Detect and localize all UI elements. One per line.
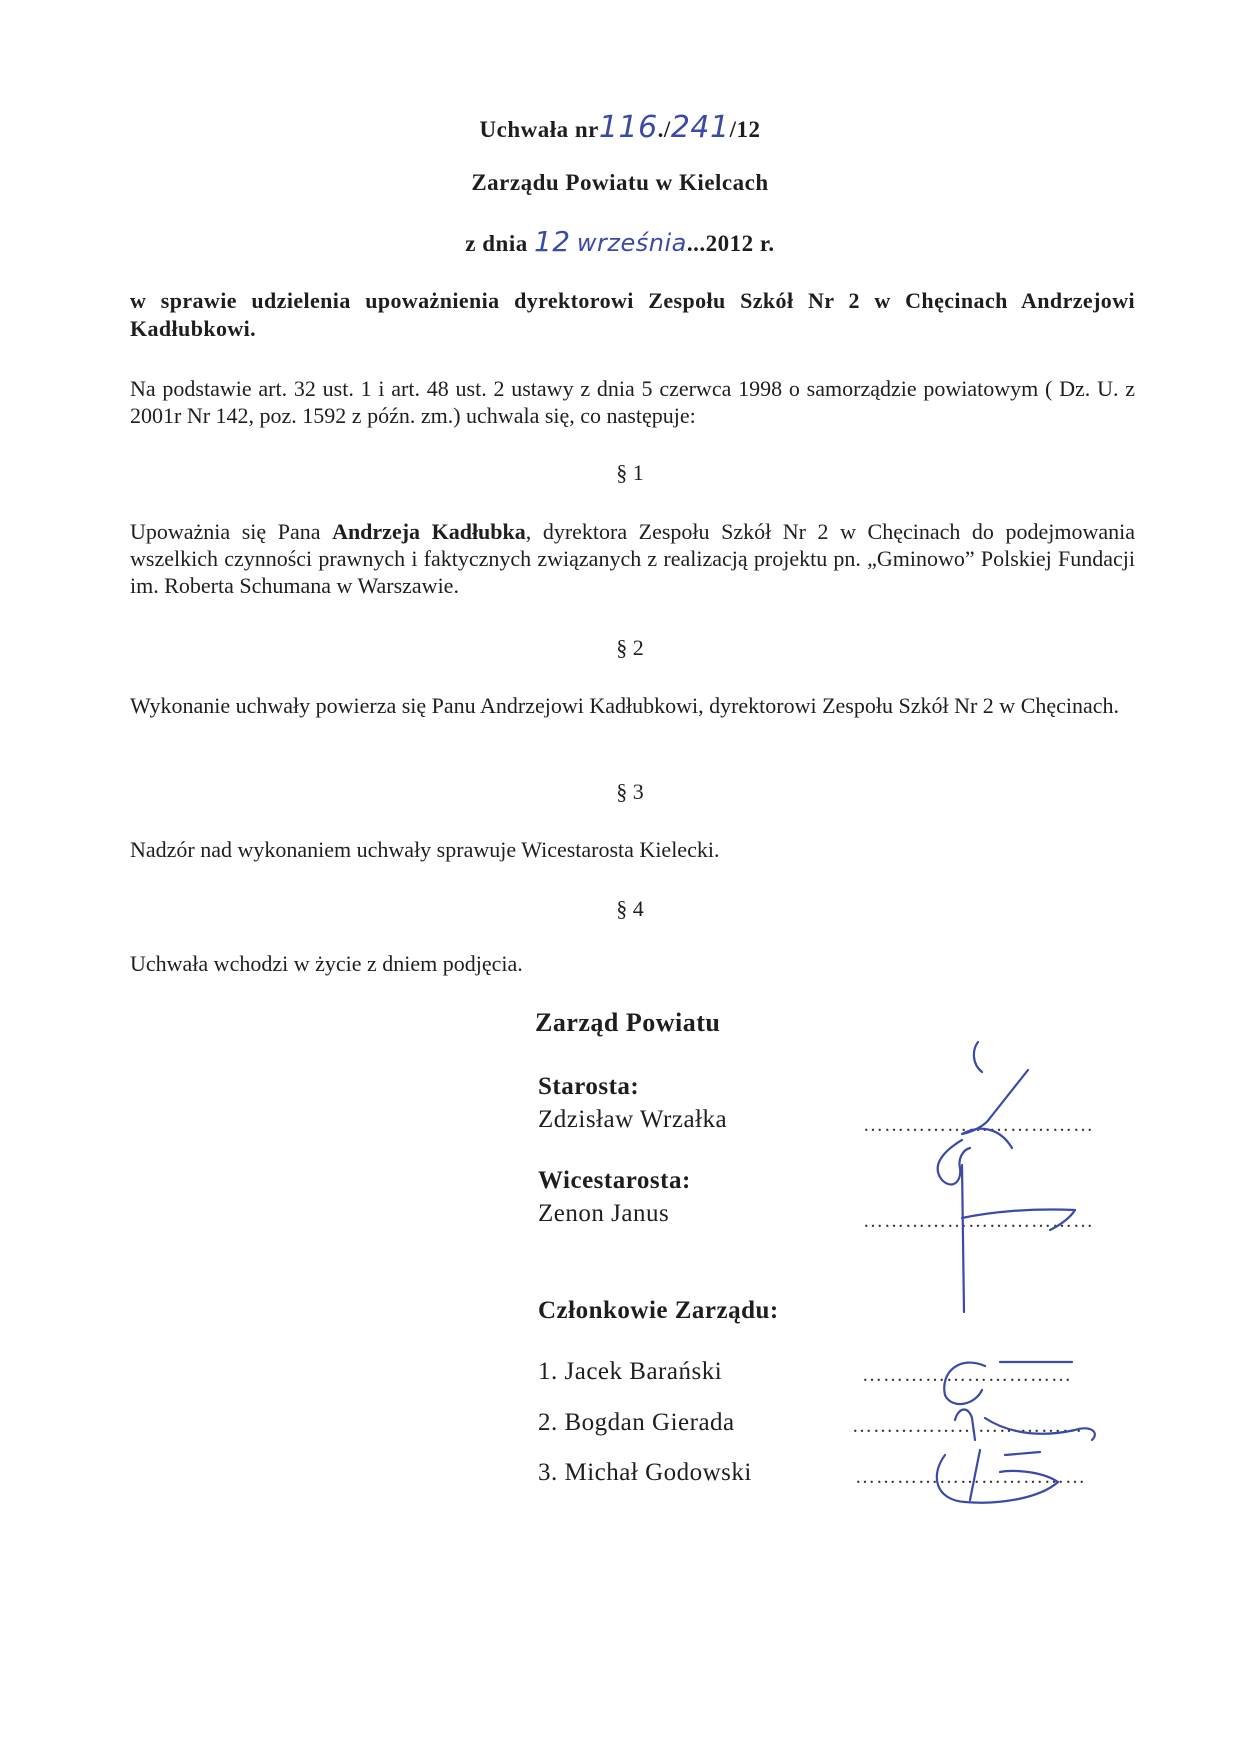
section-1-text-bold: Andrzeja Kadłubka — [332, 519, 526, 544]
member-3-signature-line: …………………………… — [855, 1466, 1086, 1488]
member-2-signature-line: …………………………… — [852, 1415, 1083, 1437]
member-3-name: 3. Michał Godowski — [538, 1459, 752, 1486]
members-label: Członkowie Zarządu: — [538, 1297, 779, 1324]
section-3-mark: § 3 — [616, 779, 644, 804]
section-1-text-before: Upoważnia się Pana — [130, 519, 333, 544]
date-suffix: ...2012 r. — [686, 231, 775, 256]
signatures-heading: Zarząd Powiatu — [535, 1008, 721, 1037]
section-2-mark: § 2 — [616, 635, 644, 660]
section-3-text: Nadzór nad wykonaniem uchwały sprawuje Wicestarosta Kielecki. — [130, 837, 720, 862]
resolution-subject: w sprawie udzielenia upoważnienia dyrektorowi Zespołu Szkół Nr 2 w Chęcinach Andrzejowi Kadłubkowi. — [130, 288, 1135, 341]
section-4-mark: § 4 — [616, 896, 644, 921]
section-1-text — [130, 518, 1135, 599]
handwritten-number-1: 116 — [598, 110, 658, 145]
handwritten-month: września — [576, 229, 687, 257]
resolution-title — [0, 110, 1240, 145]
wicestarosta-name: Zenon Janus — [538, 1200, 670, 1227]
member-1-signature-line: ………………………… — [862, 1364, 1072, 1386]
title-prefix: Uchwała nr — [479, 117, 599, 142]
starosta-signature-line: …………………………… — [863, 1114, 1094, 1136]
title-suffix: /12 — [729, 117, 761, 142]
handwritten-number-2: 241 — [670, 110, 730, 145]
section-4-text: Uchwała wchodzi w życie z dniem podjęcia. — [130, 951, 523, 976]
resolution-date — [0, 225, 1240, 258]
section-2-text: Wykonanie uchwały powierza się Panu Andrzejowi Kadłubkowi, dyrektorowi Zespołu Szkół Nr 2 w Chęcinach. — [130, 693, 1120, 718]
date-prefix: z dnia — [465, 231, 528, 256]
title-sep-1: . — [657, 117, 664, 142]
starosta-name: Zdzisław Wrzałka — [538, 1106, 728, 1133]
wicestarosta-label: Wicestarosta: — [538, 1167, 691, 1194]
title-sep-2: / — [663, 117, 671, 142]
wicestarosta-signature-line: …………………………… — [863, 1210, 1094, 1232]
member-2-name: 2. Bogdan Gierada — [538, 1409, 735, 1436]
legal-basis: Na podstawie art. 32 ust. 1 i art. 48 ust. 2 ustawy z dnia 5 czerwca 1998 o samorządzie powiatowym ( Dz. U. z 2001r Nr 142, poz. 1592 z późn. zm.) uchwala się, co następuje: — [130, 376, 1135, 428]
board-name: Zarządu Powiatu w Kielcach — [471, 170, 769, 195]
member-1-name: 1. Jacek Barański — [538, 1358, 723, 1385]
section-1-mark: § 1 — [616, 460, 644, 485]
starosta-label: Starosta: — [538, 1073, 640, 1100]
section-1-text-after: , dyrektora Zespołu Szkół Nr 2 w Chęcinach do podejmowania wszelkich czynności prawnych i faktycznych związanych z realizacją projektu pn. „Gminowo” Polskiej Fundacji im. Roberta Schumana w Warszawie. — [130, 519, 1136, 598]
handwritten-day: 12 — [533, 225, 571, 258]
